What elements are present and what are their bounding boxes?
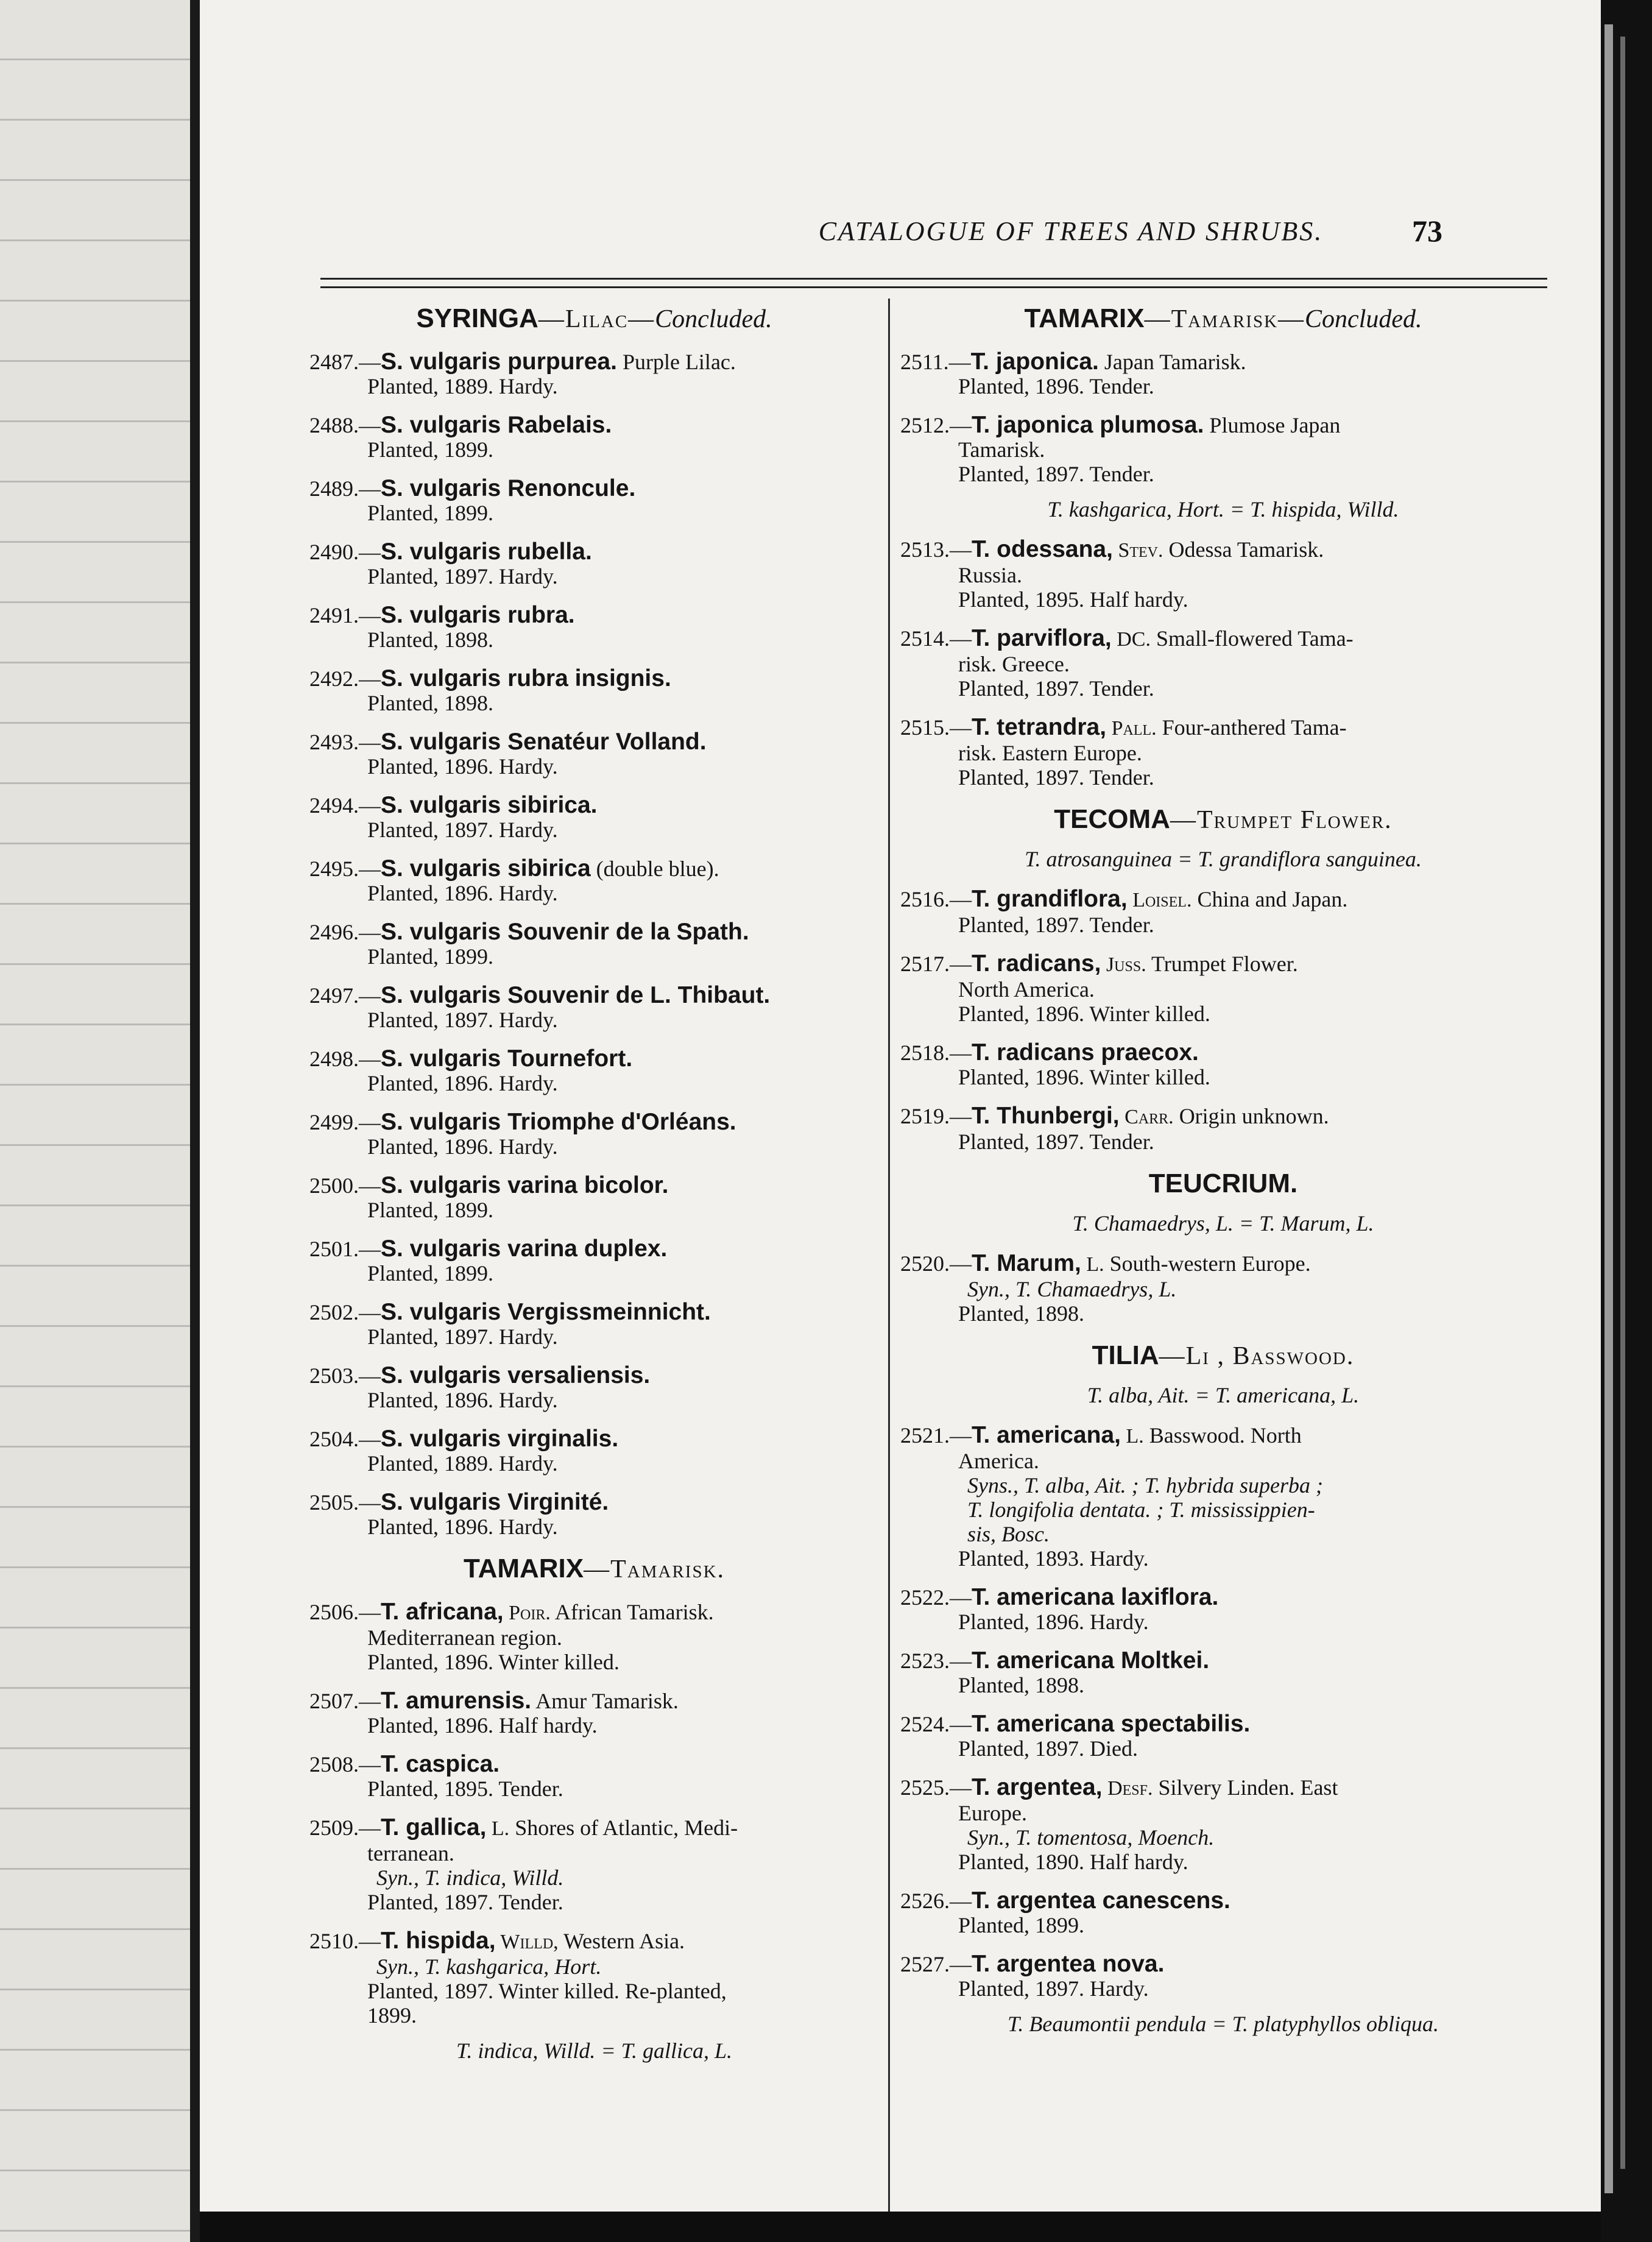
catalogue-entry xyxy=(900,1585,1546,1634)
species-name: S. vulgaris Triomphe d'Orléans. xyxy=(381,1109,736,1135)
catalogue-entry xyxy=(900,1649,1546,1697)
genus-heading xyxy=(900,804,1546,835)
entry-detail-line: Planted, 1899. xyxy=(367,1198,493,1222)
entry-first-line xyxy=(309,540,879,564)
species-name: S. vulgaris Senatéur Volland. xyxy=(381,729,707,755)
entry-first-line xyxy=(900,350,1546,374)
entry-first-line xyxy=(309,1300,879,1324)
common-description: Origin unknown. xyxy=(1173,1104,1329,1128)
catalogue-entry xyxy=(900,1423,1546,1571)
catalogue-entry xyxy=(309,476,879,525)
common-description: Trumpet Flower. xyxy=(1146,952,1298,976)
entry-detail-line: Planted, 1896. Winter killed. xyxy=(958,1002,1210,1026)
entry-detail-line: Planted, 1896. Tender. xyxy=(958,374,1154,398)
entry-number: 2526.— xyxy=(900,1889,972,1913)
species-name: S. vulgaris rubra insignis. xyxy=(381,665,671,691)
genus-heading xyxy=(309,1554,879,1584)
catalogue-entry xyxy=(309,1363,879,1412)
entry-detail-line: Planted, 1896. Hardy. xyxy=(367,1388,558,1412)
species-name: S. vulgaris varina duplex. xyxy=(381,1236,668,1262)
catalogue-entry xyxy=(900,1041,1546,1089)
entry-first-line xyxy=(900,952,1546,977)
species-name: T. japonica plumosa. xyxy=(972,412,1204,438)
entry-number: 2496.— xyxy=(309,920,381,944)
catalogue-entry xyxy=(309,793,879,842)
catalogue-entry xyxy=(309,730,879,779)
entry-number: 2510.— xyxy=(309,1929,381,1953)
common-name: —Trumpet Flower. xyxy=(1170,806,1393,834)
entry-number: 2489.— xyxy=(309,476,381,501)
common-description: Odessa Tamarisk. xyxy=(1163,537,1324,562)
entry-detail-line: Europe. xyxy=(958,1801,1027,1825)
entry-detail-line: Planted, 1899. xyxy=(958,1913,1084,1937)
species-name: T. americana Moltkei. xyxy=(972,1647,1210,1674)
entry-number: 2517.— xyxy=(900,952,972,976)
entry-first-line xyxy=(900,1585,1546,1610)
entry-number: 2491.— xyxy=(309,603,381,628)
entry-number: 2509.— xyxy=(309,1816,381,1840)
entry-first-line xyxy=(309,983,879,1008)
catalogue-entry xyxy=(900,1104,1546,1154)
species-name: T. grandiflora, xyxy=(972,886,1128,912)
entry-detail-line: Planted, 1898. xyxy=(367,691,493,715)
entry-detail-line: Planted, 1897. Hardy. xyxy=(367,1324,558,1349)
entry-detail-line: Planted, 1897. Died. xyxy=(958,1736,1138,1761)
entry-number: 2511.— xyxy=(900,350,971,374)
entry-first-line xyxy=(900,537,1546,563)
entry-detail-line: America. xyxy=(958,1449,1039,1473)
entry-first-line xyxy=(309,667,879,691)
entry-detail-line: Planted, 1896. Hardy. xyxy=(367,1134,558,1159)
book-spine xyxy=(190,0,200,2242)
catalogue-entry xyxy=(309,1752,879,1801)
catalogue-entry xyxy=(900,1889,1546,1937)
synonym-note: T. kashgarica, Hort. = T. hispida, Willd. xyxy=(1047,497,1399,522)
synonym-line: Syn., T. tomentosa, Moench. xyxy=(967,1825,1215,1850)
entry-number: 2514.— xyxy=(900,626,972,651)
catalogue-entry xyxy=(900,715,1546,790)
catalogue-entry xyxy=(309,1300,879,1349)
catalogue-entry xyxy=(309,857,879,905)
species-name: T. hispida, xyxy=(381,1928,496,1954)
catalogue-entry xyxy=(309,1110,879,1159)
entry-detail-line: Planted, 1897. Hardy. xyxy=(367,564,558,589)
entry-number: 2492.— xyxy=(309,667,381,691)
entry-number: 2521.— xyxy=(900,1423,972,1448)
species-name: S. vulgaris sibirica. xyxy=(381,792,598,818)
species-name: T. Marum, xyxy=(972,1250,1081,1276)
entry-detail-line: Planted, 1897. Hardy. xyxy=(367,818,558,842)
entry-number: 2493.— xyxy=(309,730,381,754)
entry-detail-line: Planted, 1897. Tender. xyxy=(958,462,1154,486)
entry-first-line xyxy=(309,1427,879,1451)
species-name: S. vulgaris Virginité. xyxy=(381,1489,609,1515)
genus-name: TEUCRIUM. xyxy=(1148,1169,1298,1198)
species-name: T. argentea canescens. xyxy=(972,1887,1230,1914)
entry-number: 2498.— xyxy=(309,1047,381,1071)
entry-detail-line: Planted, 1895. Tender. xyxy=(367,1777,563,1801)
common-description: Silvery Linden. East xyxy=(1153,1775,1338,1800)
species-name: S. vulgaris Souvenir de la Spath. xyxy=(381,919,749,945)
synonym-note: T. Beaumontii pendula = T. platyphyllos obliqua. xyxy=(1008,2012,1439,2036)
entry-first-line xyxy=(900,887,1546,913)
entry-first-line xyxy=(309,1047,879,1071)
species-name: T. gallica, xyxy=(381,1814,487,1841)
species-name: T. amurensis. xyxy=(381,1688,532,1714)
entry-number: 2515.— xyxy=(900,715,972,740)
page-number: 73 xyxy=(1412,214,1442,248)
catalogue-entry xyxy=(309,603,879,652)
entry-first-line xyxy=(309,1173,879,1198)
entry-number: 2500.— xyxy=(309,1173,381,1198)
species-name: S. vulgaris Tournefort. xyxy=(381,1045,633,1072)
entry-number: 2507.— xyxy=(309,1689,381,1713)
catalogue-entry xyxy=(900,413,1546,486)
page-edge-strip-inner xyxy=(1620,37,1625,2169)
species-name: T. americana, xyxy=(972,1422,1121,1448)
synonym-note: T. Chamaedrys, L. = T. Marum, L. xyxy=(1072,1211,1374,1236)
entry-number: 2519.— xyxy=(900,1104,972,1128)
continued-label: Concluded. xyxy=(655,305,772,333)
entry-number: 2488.— xyxy=(309,413,381,437)
page-edge-strip xyxy=(1604,24,1613,2193)
entry-detail-line: Planted, 1897. Tender. xyxy=(958,913,1154,937)
catalogue-entry xyxy=(309,1047,879,1095)
entry-first-line xyxy=(900,1251,1546,1277)
synonym-line: T. longifolia dentata. ; T. mississippien- xyxy=(967,1498,1315,1522)
author-abbrev: Stev. xyxy=(1112,539,1163,562)
entry-first-line xyxy=(309,793,879,818)
entry-first-line xyxy=(309,1600,879,1625)
author-abbrev: Pall. xyxy=(1106,717,1157,740)
common-description: Small-flowered Tama- xyxy=(1150,626,1354,651)
entry-detail-line: Planted, 1896. Hardy. xyxy=(958,1610,1149,1634)
entry-number: 2506.— xyxy=(309,1600,381,1624)
synonym-line: Syn., T. indica, Willd. xyxy=(376,1865,564,1890)
entry-number: 2495.— xyxy=(309,857,381,881)
entry-first-line xyxy=(309,350,879,374)
catalogue-page xyxy=(200,0,1601,2212)
entry-number: 2490.— xyxy=(309,540,381,564)
entry-number: 2520.— xyxy=(900,1251,972,1276)
species-name: T. caspica. xyxy=(381,1751,500,1777)
entry-detail-line: Mediterranean region. xyxy=(367,1625,562,1650)
common-description: Purple Lilac. xyxy=(616,350,736,374)
entry-detail-line: Planted, 1897. Hardy. xyxy=(958,1976,1149,2001)
common-description: South-western Europe. xyxy=(1104,1251,1311,1276)
catalogue-entry xyxy=(309,920,879,969)
species-name: T. americana laxiflora. xyxy=(972,1584,1219,1610)
entry-detail-line: Planted, 1897. Tender. xyxy=(367,1890,563,1914)
genus-heading xyxy=(900,1340,1546,1371)
catalogue-entry xyxy=(309,1237,879,1285)
entry-number: 2502.— xyxy=(309,1300,381,1324)
running-head: CATALOGUE OF TREES AND SHRUBS. xyxy=(818,216,1324,246)
author-abbrev: Loisel. xyxy=(1127,889,1192,911)
species-name: S. vulgaris rubella. xyxy=(381,539,592,565)
catalogue-entry xyxy=(309,667,879,715)
entry-number: 2504.— xyxy=(309,1427,381,1451)
common-description: Amur Tamarisk. xyxy=(531,1689,679,1713)
entry-detail-line: North America. xyxy=(958,977,1095,1002)
entry-number: 2503.— xyxy=(309,1363,381,1388)
species-name: T. americana spectabilis. xyxy=(972,1711,1251,1737)
column-divider xyxy=(888,299,890,2212)
species-name: T. Thunbergi, xyxy=(972,1103,1120,1129)
entry-number: 2505.— xyxy=(309,1490,381,1515)
species-name: T. radicans, xyxy=(972,950,1101,977)
entry-first-line xyxy=(309,1816,879,1841)
entry-detail-line: Planted, 1898. xyxy=(367,628,493,652)
entry-first-line xyxy=(309,1363,879,1388)
common-name: —Lilac— xyxy=(538,305,655,333)
catalogue-entry xyxy=(309,413,879,462)
entry-first-line xyxy=(900,1952,1546,1976)
species-name: S. vulgaris varina bicolor. xyxy=(381,1172,669,1198)
entry-detail-line: Planted, 1896. Hardy. xyxy=(367,1071,558,1095)
entry-first-line xyxy=(309,857,879,881)
entry-number: 2522.— xyxy=(900,1585,972,1610)
catalogue-entry xyxy=(900,626,1546,701)
entry-first-line xyxy=(309,1752,879,1777)
entry-detail-line: Planted, 1896. Hardy. xyxy=(367,1515,558,1539)
species-name: T. argentea nova. xyxy=(972,1951,1165,1977)
entry-first-line xyxy=(309,1689,879,1713)
species-name: S. vulgaris Renoncule. xyxy=(381,475,636,501)
species-name: T. odessana, xyxy=(972,536,1113,562)
catalogue-entry xyxy=(900,1952,1546,2001)
common-description: Japan Tamarisk. xyxy=(1098,350,1246,374)
catalogue-entry xyxy=(900,1712,1546,1761)
species-name: S. vulgaris Vergissmeinnicht. xyxy=(381,1299,711,1325)
entry-number: 2497.— xyxy=(309,983,381,1008)
entry-detail-line: Planted, 1896. Hardy. xyxy=(367,881,558,905)
catalogue-entry xyxy=(309,1173,879,1222)
entry-detail-line: Planted, 1896. Winter killed. xyxy=(958,1065,1210,1089)
species-name: T. japonica. xyxy=(970,348,1099,375)
common-description: Shores of Atlantic, Medi- xyxy=(509,1816,738,1840)
entry-detail-line: Planted, 1896. Hardy. xyxy=(367,754,558,779)
entry-detail-line: Planted, 1897. Tender. xyxy=(958,676,1154,701)
entry-detail-line: Tamarisk. xyxy=(958,437,1045,462)
entry-first-line xyxy=(309,1929,879,1954)
synonym-line: sis, Bosc. xyxy=(967,1522,1050,1546)
entry-number: 2518.— xyxy=(900,1041,972,1065)
entry-number: 2512.— xyxy=(900,413,972,437)
author-abbrev: Desf. xyxy=(1102,1777,1153,1800)
common-name: —Tamarisk— xyxy=(1144,305,1305,333)
species-name: T. radicans praecox. xyxy=(972,1039,1199,1066)
catalogue-entry xyxy=(900,1775,1546,1874)
header-rule-double xyxy=(320,286,1547,288)
genus-heading xyxy=(309,303,879,334)
entry-detail-line: Planted, 1896. Half hardy. xyxy=(367,1713,598,1738)
genus-name: TAMARIX xyxy=(463,1554,584,1583)
entry-first-line xyxy=(309,730,879,754)
entry-first-line xyxy=(309,413,879,437)
author-abbrev: Poir. xyxy=(503,1602,551,1624)
catalogue-entry xyxy=(309,350,879,398)
species-name: T. tetrandra, xyxy=(972,714,1107,740)
entry-first-line xyxy=(900,1775,1546,1801)
entry-number: 2487.— xyxy=(309,350,381,374)
common-description: (double blue). xyxy=(590,857,719,881)
entry-number: 2499.— xyxy=(309,1110,381,1134)
author-abbrev: Willd, xyxy=(495,1931,559,1953)
entry-detail-line: Planted, 1897. Tender. xyxy=(958,1130,1154,1154)
common-description: Western Asia. xyxy=(558,1929,685,1953)
catalogue-entry xyxy=(900,952,1546,1026)
entry-first-line xyxy=(309,1237,879,1261)
genus-heading xyxy=(900,303,1546,334)
entry-detail-line: Planted, 1889. Hardy. xyxy=(367,1451,558,1476)
entry-number: 2501.— xyxy=(309,1237,381,1261)
genus-heading xyxy=(900,1169,1546,1199)
entry-first-line xyxy=(900,413,1546,437)
entry-detail-line: Planted, 1897. Hardy. xyxy=(367,1008,558,1032)
entry-first-line xyxy=(900,1649,1546,1673)
species-name: S. vulgaris virginalis. xyxy=(381,1426,619,1452)
entry-detail-line: Planted, 1890. Half hardy. xyxy=(958,1850,1188,1874)
catalogue-entry xyxy=(309,1689,879,1738)
catalogue-entry xyxy=(309,1490,879,1539)
entry-detail-line: Planted, 1898. xyxy=(958,1301,1084,1326)
header-rule xyxy=(320,278,1547,280)
species-name: T. africana, xyxy=(381,1599,504,1625)
synonym-note: T. alba, Ait. = T. americana, L. xyxy=(1087,1383,1360,1407)
common-name: —Li , Basswood. xyxy=(1159,1342,1355,1370)
species-name: T. argentea, xyxy=(972,1774,1103,1800)
author-abbrev: L. xyxy=(1120,1425,1144,1448)
genus-name: SYRINGA xyxy=(416,303,538,333)
entry-first-line xyxy=(900,1423,1546,1449)
genus-name: TAMARIX xyxy=(1024,303,1145,333)
entry-detail-line: Russia. xyxy=(958,563,1023,587)
entry-detail-line: risk. Greece. xyxy=(958,652,1070,676)
entry-detail-line: Planted, 1899. xyxy=(367,1261,493,1285)
entry-detail-line: risk. Eastern Europe. xyxy=(958,741,1142,765)
entry-detail-line: Planted, 1889. Hardy. xyxy=(367,374,558,398)
author-abbrev: Juss. xyxy=(1101,953,1146,976)
common-description: China and Japan. xyxy=(1191,887,1348,911)
catalogue-entry xyxy=(309,1600,879,1674)
continued-label: Concluded. xyxy=(1305,305,1422,333)
entry-first-line xyxy=(309,476,879,501)
entry-number: 2516.— xyxy=(900,887,972,911)
catalogue-entry xyxy=(900,350,1546,398)
entry-detail-line: Planted, 1899. xyxy=(367,944,493,969)
species-name: S. vulgaris versaliensis. xyxy=(381,1362,651,1388)
common-description: Basswood. North xyxy=(1143,1423,1302,1448)
common-description: African Tamarisk. xyxy=(550,1600,714,1624)
entry-detail-line: Planted, 1898. xyxy=(958,1673,1084,1697)
entry-detail-line: 1899. xyxy=(367,2003,417,2028)
synonym-line: Syns., T. alba, Ait. ; T. hybrida superba ; xyxy=(967,1473,1323,1498)
synonym-line: Syn., T. kashgarica, Hort. xyxy=(376,1954,602,1979)
entry-detail-line: Planted, 1899. xyxy=(367,437,493,462)
species-name: S. vulgaris sibirica xyxy=(381,855,591,882)
species-name: S. vulgaris Souvenir de L. Thibaut. xyxy=(381,982,771,1008)
catalogue-entry xyxy=(309,1929,879,2028)
entry-detail-line: Planted, 1893. Hardy. xyxy=(958,1546,1149,1571)
entry-detail-line: terranean. xyxy=(367,1841,454,1865)
entry-number: 2524.— xyxy=(900,1712,972,1736)
catalogue-entry xyxy=(900,537,1546,612)
entry-first-line xyxy=(309,1110,879,1134)
common-description: Four-anthered Tama- xyxy=(1156,715,1347,740)
entry-number: 2527.— xyxy=(900,1952,972,1976)
author-abbrev: L. xyxy=(486,1817,510,1840)
entry-first-line xyxy=(900,1889,1546,1913)
entry-number: 2525.— xyxy=(900,1775,972,1800)
synonym-line: Syn., T. Chamaedrys, L. xyxy=(967,1277,1177,1301)
genus-name: TECOMA xyxy=(1054,804,1170,834)
entry-first-line xyxy=(900,1712,1546,1736)
entry-first-line xyxy=(900,715,1546,741)
author-abbrev: DC. xyxy=(1111,628,1151,651)
entry-detail-line: Planted, 1897. Tender. xyxy=(958,765,1154,790)
entry-number: 2523.— xyxy=(900,1649,972,1673)
facing-page-edge xyxy=(0,0,190,2242)
species-name: S. vulgaris rubra. xyxy=(381,602,575,628)
catalogue-entry xyxy=(900,887,1546,937)
species-name: T. parviflora, xyxy=(972,625,1112,651)
entry-number: 2494.— xyxy=(309,793,381,818)
entry-first-line xyxy=(900,1041,1546,1065)
species-name: S. vulgaris purpurea. xyxy=(381,348,617,375)
entry-detail-line: Planted, 1895. Half hardy. xyxy=(958,587,1188,612)
common-name: —Tamarisk. xyxy=(584,1555,725,1583)
entry-number: 2508.— xyxy=(309,1752,381,1777)
entry-first-line xyxy=(900,1104,1546,1130)
entry-detail-line: Planted, 1897. Winter killed. Re-planted, xyxy=(367,1979,727,2003)
entry-first-line xyxy=(309,920,879,944)
catalogue-entry xyxy=(309,1816,879,1914)
entry-first-line xyxy=(309,603,879,628)
author-abbrev: Carr. xyxy=(1119,1106,1174,1128)
common-description: Plumose Japan xyxy=(1204,413,1341,437)
entry-detail-line: Planted, 1899. xyxy=(367,501,493,525)
synonym-note: T. atrosanguinea = T. grandiflora sanguinea. xyxy=(1025,847,1422,871)
entry-detail-line: Planted, 1896. Winter killed. xyxy=(367,1650,620,1674)
synonym-note: T. indica, Willd. = T. gallica, L. xyxy=(456,2039,732,2063)
left-column xyxy=(309,299,879,2079)
catalogue-entry xyxy=(309,540,879,589)
right-column xyxy=(900,299,1546,2052)
entry-first-line xyxy=(309,1490,879,1515)
genus-name: TILIA xyxy=(1092,1340,1159,1370)
catalogue-entry xyxy=(309,983,879,1032)
author-abbrev: L. xyxy=(1081,1253,1104,1276)
catalogue-entry xyxy=(900,1251,1546,1326)
species-name: S. vulgaris Rabelais. xyxy=(381,412,612,438)
catalogue-entry xyxy=(309,1427,879,1476)
entry-first-line xyxy=(900,626,1546,652)
entry-number: 2513.— xyxy=(900,537,972,562)
